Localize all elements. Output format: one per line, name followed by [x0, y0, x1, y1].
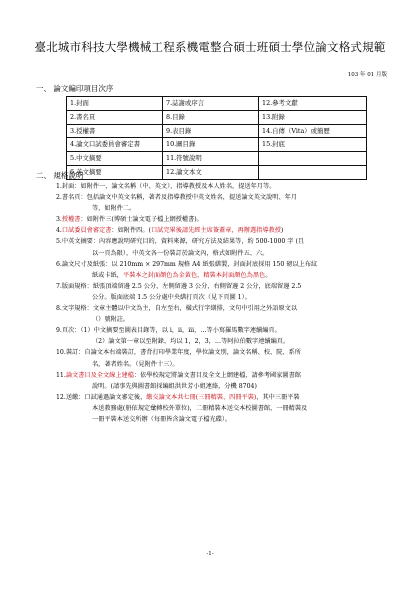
spec-item-line	[56, 214, 391, 225]
item-text: 7.版面規格：紙張頂端留邊 2.5 公分，左側留邊 3 公分，右側留邊 2 公分，底端留邊 2.5	[56, 282, 302, 290]
toc-cell: 14.自傳（Vita）或簡歷	[259, 124, 367, 138]
toc-cell: 5.中文摘要	[67, 152, 163, 166]
toc-row	[67, 110, 367, 124]
toc-cell: 8.目錄	[163, 110, 259, 124]
item-text: 10.裝訂：自論文本右端裝訂，書背打印學業年度，學位論文別，論文名稱、校、院、系所	[56, 349, 301, 357]
item-text: 4.	[56, 227, 62, 235]
page-number: -1-	[206, 551, 214, 557]
spec-item-line	[56, 325, 391, 336]
highlight-text: 口試完畢後請先經主席簽蓋章，再辦選指導教授	[150, 227, 281, 235]
toc-row	[67, 97, 367, 111]
toc-cell: 12.論文本文	[163, 165, 259, 179]
item-text: 2.書名頁：包括論文中英文名稱，著者及指導教授中英文姓名，提送論文英文說明、年月	[56, 194, 298, 202]
spec-item-line	[56, 303, 391, 314]
toc-row	[67, 165, 367, 179]
item-text: 。	[265, 271, 272, 279]
toc-cell: 12.參考文獻	[259, 97, 367, 111]
item-text: ：如附件三(博碩士論文電子檔上網授權書)。	[80, 216, 203, 224]
spec-item	[56, 259, 391, 281]
item-text: 1.封面：如附件一，論文名稱（中、英文），指導教授及本人姓名，提送年月等。	[56, 183, 276, 190]
spec-item-continuation	[56, 336, 391, 347]
spec-item	[56, 303, 391, 325]
item-text: 以一頁為限），中英文各一份裝訂於論文內，格式如附件五、六。	[92, 249, 269, 257]
toc-row	[67, 138, 367, 152]
section-heading-spec: 二、 規格說明	[36, 171, 84, 180]
spec-item-line	[56, 225, 391, 236]
toc-cell: 9.表目錄	[163, 124, 259, 138]
item-text: ：如附件四。(	[111, 227, 151, 235]
section-heading-order: 一、 論文編印項目次序	[36, 84, 114, 93]
toc-cell: 7.誌謝或序言	[163, 97, 259, 111]
toc-cell: 11.符號說明	[163, 152, 259, 166]
spec-list	[56, 181, 391, 425]
spec-item	[56, 192, 391, 214]
item-text: 8.文字規格：文章主體以中文為主，自左至右，橫式行字繕排，文句中引用之外語原文以	[56, 305, 298, 313]
item-text: ：依學校規定將論文書目及全文上網建檔，請參考國家圖書館	[133, 371, 301, 379]
spec-item-continuation	[56, 359, 391, 370]
item-text: 12.送繳：口試通過論文審定後，	[56, 393, 147, 401]
item-text: 等，如附件二。	[92, 205, 136, 213]
item-text: （2）論文第一章以至附錄，均以 1，2，3，…等阿拉伯數字連續編頁。	[92, 338, 290, 346]
spec-item	[56, 370, 391, 392]
item-text: 5.中英文摘要：內容應說明研究目的，資料來源，研究方法及結果等，約 500-1000 字 (且	[56, 238, 305, 246]
spec-item-line	[56, 192, 391, 203]
highlight-text: 平裝本之封面顏色為金黃色，精裝本封面顏色為黑色	[122, 271, 266, 279]
item-text: 9.頁次：（1）中文摘要至圖表目錄等，以 i，ii，iii，…等小寫羅馬數字連續編頁。	[56, 327, 281, 335]
toc-cell: 1.封面	[67, 97, 163, 111]
spec-item-continuation	[56, 203, 391, 214]
toc-cell: 6.英文摘要	[67, 165, 163, 179]
item-text: 本送教務處(册依規定彙轉校外單位)，二冊精裝本送交本校圖書館，一冊精裝及	[92, 404, 308, 412]
version-date: 103 年 01 月版	[347, 72, 387, 78]
item-text: 紙或卡紙，	[92, 271, 123, 279]
spec-item	[56, 392, 391, 425]
spec-item-line	[56, 259, 391, 270]
item-text: )	[280, 227, 284, 235]
toc-row	[67, 124, 367, 138]
toc-cell: 10.圖目錄	[163, 138, 259, 152]
spec-item-line	[56, 370, 391, 381]
spec-item	[56, 236, 391, 258]
spec-item	[56, 225, 391, 236]
toc-row	[67, 152, 367, 166]
toc-cell: 15.封底	[259, 138, 367, 152]
spec-item-line	[56, 236, 391, 247]
item-text: （）號附註。	[92, 316, 130, 324]
toc-cell	[259, 165, 367, 179]
spec-item-continuation	[56, 292, 391, 303]
toc-cell: 2.書名頁	[67, 110, 163, 124]
toc-cell: 13.附錄	[259, 110, 367, 124]
spec-item-continuation	[56, 403, 391, 414]
item-text: ，其中三冊平裝	[256, 393, 300, 401]
highlight-text: 論文書目及全文線上建檔	[65, 371, 134, 379]
spec-item-continuation	[56, 414, 391, 425]
highlight-text: 繳交論文本共七冊(三冊精裝、四冊平裝)	[146, 393, 257, 401]
spec-item-line	[56, 181, 391, 192]
item-text: 名，著者姓名。（見附件十三）。	[92, 360, 179, 368]
item-text: 公分。版面底端 1.5 公分處中央繕打頁次（見下頁圖 1）。	[92, 293, 251, 301]
spec-item-continuation	[56, 314, 391, 325]
highlight-text: 口試委員會審定書	[61, 227, 112, 235]
spec-item-line	[56, 347, 391, 358]
spec-item-line	[56, 281, 391, 292]
item-text: 3.	[56, 216, 62, 224]
toc-table	[66, 96, 367, 180]
spec-item-continuation	[56, 381, 391, 392]
spec-item-continuation	[56, 248, 391, 259]
spec-item	[56, 214, 391, 225]
spec-item	[56, 281, 391, 303]
spec-item	[56, 181, 391, 192]
toc-cell	[259, 152, 367, 166]
item-text: 6.論文尺寸及紙張：以 210mm × 297mm 規格 A4 紙張繕製，封面封底採用 150 磅以上布紋	[56, 260, 318, 268]
spec-item-continuation	[56, 270, 391, 281]
highlight-text: 授權書	[61, 216, 81, 224]
document-title: 臺北城市科技大學機械工程系機電整合碩士班碩士學位論文格式規範	[34, 40, 386, 54]
toc-cell: 4.論文口試委員會審定書	[67, 138, 163, 152]
spec-item	[56, 347, 391, 369]
item-text: 一冊平裝本送交所辦（每冊皆含論文電子檔光碟）。	[92, 415, 232, 423]
toc-cell: 3.授權書	[67, 124, 163, 138]
item-text: 說明。(請事先與圖書館採編組洪世芳小姐連絡，分機 8704)	[92, 382, 257, 390]
spec-item	[56, 325, 391, 347]
spec-item-line	[56, 392, 391, 403]
item-text: 11.	[56, 371, 66, 379]
